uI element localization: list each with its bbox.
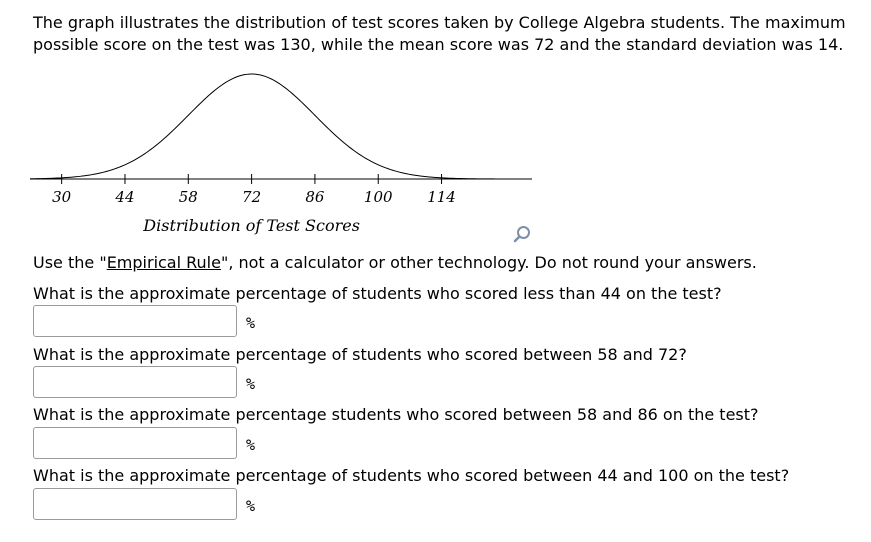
bell-curve <box>30 74 532 179</box>
percent-unit: % <box>246 314 256 332</box>
x-tick-label: 72 <box>242 188 262 206</box>
answer-input-1[interactable] <box>33 305 237 337</box>
percent-unit: % <box>246 436 256 454</box>
answer-input-3[interactable] <box>33 427 237 459</box>
instructions: Use the "Empirical Rule", not a calculator or other technology. Do not round your answers. <box>33 253 757 272</box>
question-3-text: What is the approximate percentage students who scored between 58 and 86 on the test? <box>33 405 759 424</box>
x-tick-label: 114 <box>427 188 456 206</box>
magnifier-icon[interactable] <box>512 225 532 245</box>
answer-input-2[interactable] <box>33 366 237 398</box>
x-tick-label: 44 <box>115 188 135 206</box>
x-axis-label: Distribution of Test Scores <box>143 216 360 235</box>
x-tick-label: 58 <box>178 188 198 206</box>
answer-input-4[interactable] <box>33 488 237 520</box>
question-1-text: What is the approximate percentage of students who scored less than 44 on the test? <box>33 284 722 303</box>
percent-unit: % <box>246 497 256 515</box>
normal-distribution-chart <box>30 66 540 241</box>
x-tick-label: 86 <box>305 188 325 206</box>
empirical-rule-link[interactable]: Empirical Rule <box>106 253 221 272</box>
percent-unit: % <box>246 375 256 393</box>
x-tick-label: 30 <box>52 188 72 206</box>
x-tick-label: 100 <box>363 188 393 206</box>
question-4-text: What is the approximate percentage of students who scored between 44 and 100 on the test? <box>33 466 790 485</box>
problem-statement: The graph illustrates the distribution of test scores taken by College Algebra students. The maximum possible score on the test was 130, while the mean score was 72 and the standard deviation was 14. <box>33 13 846 54</box>
question-2-text: What is the approximate percentage of students who scored between 58 and 72? <box>33 345 687 364</box>
